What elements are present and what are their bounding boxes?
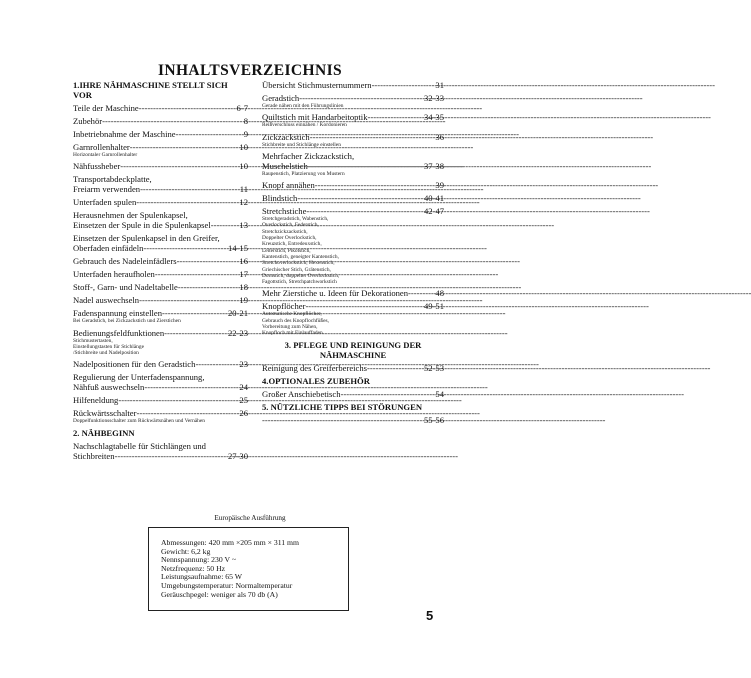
toc-entry-title: Großer Anschiebetisch: [262, 388, 341, 399]
toc-leader-dots: [143, 243, 228, 253]
toc-entry-title: Zickzackstich: [262, 131, 310, 142]
toc-entry-title: Inbetriebnahme der Maschine: [73, 129, 176, 139]
toc-page-number: 23: [239, 359, 248, 370]
toc-leader-dots: [306, 206, 424, 216]
toc-entry-row: [73, 220, 248, 230]
toc-page-number: 36: [435, 131, 444, 142]
toc-leader-dots: [130, 142, 240, 152]
toc-entry-row: [73, 161, 248, 171]
spec-line: Gewicht: 6,2 kg: [161, 546, 211, 556]
toc-leader-dots: [177, 256, 240, 266]
toc-entry: [262, 93, 444, 109]
toc-page-number: 24: [239, 382, 248, 393]
toc-leader-dots: [139, 295, 239, 305]
toc-entry-subtext: Gebrauch des Knopflochfüßes,: [262, 317, 329, 324]
toc-entry-title: Geradstich: [262, 93, 300, 103]
toc-entry-title: Mehr Zierstiche u. Ideen für Dekorationen: [262, 288, 409, 299]
toc-entry-row: [262, 415, 444, 425]
toc-entry-subtext: Knopfloch mit Einlauffaden: [262, 330, 323, 337]
toc-leader-dots: [136, 408, 239, 418]
toc-entry-title: Unterfaden spulen: [73, 197, 137, 208]
toc-entry-row: [73, 269, 248, 279]
toc-leader-dots: [164, 328, 228, 338]
toc-entry: [262, 151, 444, 177]
toc-entry: [73, 295, 248, 305]
toc-entry-subtext: Horizontaler Garnrollenhalter: [73, 152, 138, 158]
toc-entry-row: [262, 301, 444, 311]
toc-page-number: 11: [239, 184, 248, 195]
toc-entry-title: Fadenspannung einstellen: [73, 308, 163, 319]
toc-leader-dots: [299, 93, 424, 103]
toc-entry-row: [73, 328, 248, 338]
toc-page-number: 22-23: [227, 327, 248, 338]
toc-entry-subtext: Doppelfunktionsschalter zum Rückwärtsnähen und Vernähen: [73, 418, 205, 425]
toc-leader-dots: [102, 116, 244, 126]
toc-leader-dots: [408, 288, 435, 298]
toc-page-number: 9: [243, 129, 248, 139]
toc-entry-subtext: Einstellungstasten für Stichlänge: [73, 343, 144, 350]
toc-entry-title-line: Regulierung der Unterfadenspannung,: [73, 372, 205, 383]
toc-section-heading: 4.OPTIONALES ZUBEHÖR: [262, 375, 370, 386]
toc-entry: [73, 308, 248, 324]
toc-entry: [73, 210, 248, 230]
toc-leader-dots: [178, 282, 240, 292]
toc-entry-title: Blindstich: [262, 193, 298, 204]
toc-entry-subtext: Kantenstich, geneigter Kantenstich,: [262, 253, 339, 260]
toc-title: INHALTSVERZEICHNIS: [157, 62, 343, 79]
spec-box: [148, 527, 349, 611]
toc-entry-title: Rückwärtsschalter: [73, 408, 137, 419]
toc-entry: [262, 301, 444, 336]
toc-entry-row: [262, 161, 444, 171]
toc-entry-title: Oberfaden einfädeln: [73, 243, 144, 254]
toc-page-number: 31: [435, 80, 444, 90]
toc-entry-row: [73, 243, 248, 253]
toc-entry-row: [73, 184, 248, 194]
toc-page-number: 54: [435, 388, 444, 399]
toc-entry: [73, 359, 248, 369]
toc-page-number: 52-53: [423, 362, 444, 373]
toc-entry-row: [73, 451, 248, 461]
toc-entry-subtext: Stichbreite und Stichlänge einstellen: [262, 141, 341, 148]
toc-page-number: 10: [239, 161, 248, 172]
toc-leader-dots: [176, 129, 244, 139]
toc-entry-row: [73, 395, 248, 405]
toc-page-number: 37-38: [423, 160, 444, 171]
spec-line: Abmessungen: 420 mm ×205 mm × 311 mm: [161, 538, 300, 547]
toc-page-number: 17: [239, 269, 248, 280]
toc-page-number: 8: [243, 116, 248, 126]
toc-leader-dots: [297, 193, 424, 203]
toc-page-number: 39: [435, 180, 444, 191]
toc-entry-row: [262, 389, 444, 399]
toc-page-number: 27-30: [227, 450, 248, 461]
toc-entry-title-line: Nachschlagtabelle für Stichlängen und: [73, 440, 206, 451]
toc-entry: [73, 282, 248, 292]
toc-leader-dots: [118, 395, 239, 405]
toc-leader-dots: [305, 301, 424, 311]
toc-entry-title: Stretchstiche: [262, 206, 307, 217]
toc-section-heading: 2. NÄHBEGINN: [73, 427, 135, 438]
toc-entry-title-line: Herausnehmen der Spulenkapsel,: [73, 210, 188, 221]
spec-line: Leistungsaufnahme: 65 W: [161, 572, 242, 582]
toc-entry-row: [262, 132, 444, 142]
spec-caption: Europäische Ausführung: [214, 514, 286, 522]
toc-entry-subtext: Dornstich, doppelter Overlockstich,: [262, 272, 340, 279]
toc-entry-row: [73, 295, 248, 305]
toc-entry-row: [73, 197, 248, 207]
toc-entry-title: Nadel auswechseln: [73, 295, 140, 306]
toc-entry: [73, 142, 248, 158]
toc-entry-subtext: Griechischer Stich, Grätenstich,: [262, 266, 331, 273]
toc-leader-dots: [341, 389, 436, 399]
toc-entry-title: Nähfuß auswechseln: [73, 382, 145, 393]
toc-entry-title: Einsetzen der Spule in die Spulenkapsel: [73, 220, 211, 231]
toc-entry-row: [73, 103, 248, 113]
toc-entry-title: Nadelpositionen für den Geradstich: [73, 359, 196, 370]
toc-entry-row: [262, 180, 444, 190]
toc-leader-dots: [139, 103, 237, 113]
toc-entry-row: [262, 193, 444, 203]
toc-entry-title: Knopflöcher: [262, 301, 306, 312]
toc-page-number: 26: [239, 408, 248, 419]
toc-entry: [73, 233, 248, 253]
toc-entry-subtext: Kreuzstich, Entredeuxstich,: [262, 241, 322, 248]
toc-entry-title: Knopf annähen: [262, 180, 315, 191]
toc-entry: [73, 372, 248, 392]
toc-entry: [73, 197, 248, 207]
toc-leader-dots: [144, 382, 239, 392]
toc-entry-title: Teile der Maschine: [73, 103, 139, 113]
toc-entry: [262, 193, 444, 203]
page-number: 5: [426, 608, 434, 623]
toc-entry-row: [262, 288, 444, 298]
toc-entry-row: [73, 308, 248, 318]
toc-entry: [73, 269, 248, 279]
toc-entry-row: [262, 93, 444, 103]
toc-entry-subtext: Stichmustertasten,: [73, 337, 113, 344]
toc-entry-title-line: Einsetzen der Spulenkapsel in den Greifer,: [73, 233, 220, 244]
toc-entry-title: Zubehör: [73, 116, 103, 126]
toc-entry: [262, 180, 444, 190]
toc-page-number: 14-15: [227, 243, 248, 254]
toc-leader-dots: [115, 451, 228, 461]
toc-entry: [73, 116, 248, 126]
toc-leader-dots: [315, 180, 436, 190]
toc-entry: [73, 256, 248, 266]
toc-entry-subtext: Stretchzickzackstich,: [262, 228, 308, 235]
toc-entry-title: Übersicht Stichmusternummern: [262, 80, 372, 90]
toc-entry-subtext: Automatische Knopflöcher,: [262, 311, 322, 318]
toc-leader-dots: [368, 112, 424, 122]
toc-section-heading: 1.IHRE NÄHMASCHINE STELLT SICH VOR: [73, 80, 228, 100]
toc-page-number: 42-47: [423, 206, 444, 217]
toc-entry-row: [73, 282, 248, 292]
toc-entry-subtext: /Stichbreite und Nadelposition: [73, 350, 139, 357]
toc-page-number: 20-21: [227, 308, 248, 319]
toc-entry: [73, 328, 248, 357]
toc-entry-title: Reinigung des Greiferbereichs: [262, 362, 367, 373]
spec-line: Nennspannung: 230 V ~: [161, 555, 236, 565]
toc-entry: [262, 112, 444, 128]
toc-entry-title-line: Transportabdeckplatte,: [73, 174, 152, 185]
toc-entry-row: [73, 256, 248, 266]
toc-entry: [262, 206, 444, 285]
toc-page-number: 10: [239, 142, 248, 152]
toc-page-number: 25: [239, 395, 248, 406]
toc-leader-dots: [120, 161, 239, 171]
toc-entry-subtext: Stretchgeradstich, Wabenstich,: [262, 216, 329, 223]
spec-line: Umgebungstemperatur: Normaltemperatur: [161, 580, 293, 590]
toc-entry: [73, 441, 248, 461]
toc-leader-dots: [308, 161, 424, 171]
toc-entry-title: Quiltstich mit Handarbeitoptik: [262, 112, 368, 123]
toc-leader-dots: [140, 184, 240, 194]
toc-entry-title: Muschelstich: [262, 160, 308, 171]
toc-leader-dots: [136, 197, 239, 207]
toc-page-number: 40-41: [423, 193, 444, 204]
toc-entry-row: [73, 129, 248, 139]
toc-entry-subtext: Bei Geradstich, bei Zickzackstich und Zierstichen: [73, 318, 181, 325]
toc-entry-title-line: Mehrfacher Zickzackstich,: [262, 150, 355, 161]
toc-entry-subtext: Doppelter Overlockstich,: [262, 235, 317, 242]
toc-entry-title: Stoff-, Garn- und Nadeltabelle: [73, 282, 178, 293]
toc-entry: [73, 103, 248, 113]
toc-page-number: 48: [435, 288, 444, 299]
toc-leader-dots: [211, 220, 240, 230]
toc-page-number: 19: [239, 295, 248, 306]
toc-entry-title: Gebrauch des Nadeleinfädlers: [73, 256, 177, 267]
toc-entry-row: [73, 382, 248, 392]
toc-entry-row: [262, 206, 444, 216]
toc-leader-dots: [372, 80, 436, 90]
toc-left-column: [73, 80, 248, 464]
toc-entry: [73, 408, 248, 424]
toc-entry: [262, 389, 444, 399]
toc-page-number: 16: [239, 256, 248, 267]
toc-page-number: 12: [239, 197, 248, 208]
toc-entry-row: [73, 408, 248, 418]
toc-entry-title: Nähfussheber: [73, 161, 121, 172]
toc-entry-row: [262, 112, 444, 122]
toc-entry-subtext: Overlockstich, Federstich,: [262, 222, 319, 229]
toc-entry: [262, 132, 444, 148]
toc-entry-row: [73, 142, 248, 152]
toc-page-number: 32-33: [423, 93, 444, 103]
toc-page-number: 13: [239, 220, 248, 231]
toc-page-number: 55-56: [423, 414, 444, 425]
spec-line: Netzfrequenz: 50 Hz: [161, 563, 226, 573]
toc-leader-dots: [195, 359, 239, 369]
toc-entry: [262, 288, 444, 298]
toc-right-column: [262, 80, 444, 428]
toc-entry: [73, 174, 248, 194]
toc-entry: [262, 363, 444, 373]
toc-entry: [73, 395, 248, 405]
toc-section-heading: 3. PFLEGE UND REINIGUNG DER NÄHMASCHINE: [284, 339, 422, 360]
toc-entry-row: [262, 80, 444, 90]
spec-line: Geräuschpegel: weniger als 70 db (A): [161, 589, 278, 599]
toc-entry-title: Bedienungsfeldfunktionen: [73, 327, 165, 338]
toc-leader-dots: [162, 308, 228, 318]
toc-leader-dots: [262, 415, 424, 425]
toc-entry-title: Hilfeneldung: [73, 395, 119, 406]
toc-entry: [262, 80, 444, 90]
toc-entry-row: [73, 359, 248, 369]
toc-entry-row: [262, 363, 444, 373]
toc-entry-subtext: Fagottstich, Stretchpatchworkstich: [262, 279, 337, 286]
toc-entry-title: Freiarm verwenden: [73, 184, 141, 195]
toc-section-heading: 5. NÜTZLICHE TIPPS BEI STÖRUNGEN: [262, 401, 423, 412]
toc-page-number: 49-51: [423, 301, 444, 312]
toc-page-number: 18: [239, 282, 248, 293]
toc-entry: [73, 161, 248, 171]
toc-entry: [73, 129, 248, 139]
toc-entry-subtext: Reißverschluss einnähen / Kordonieren: [262, 122, 347, 129]
toc-entry-title: Garnrollenhalter: [73, 142, 130, 152]
toc-entry-subtext: Stretchoverlockstich, Hexenstich,: [262, 260, 335, 267]
toc-entry-subtext: Raupenstich, Platzierung von Mustern: [262, 170, 345, 177]
toc-leader-dots: [367, 363, 424, 373]
toc-entry: [262, 415, 444, 425]
toc-leader-dots: [155, 269, 240, 279]
toc-page-number: 34-35: [423, 112, 444, 123]
toc-entry-subtext: Leiterstich, Pikotstich,: [262, 247, 311, 254]
toc-page-number: 6-7: [236, 103, 248, 113]
toc-entry-subtext: Vorbereitung zum Nähen,: [262, 324, 318, 331]
toc-entry-title: Unterfaden heraufholen: [73, 269, 155, 280]
toc-leader-dots: [310, 132, 436, 142]
toc-entry-row: [73, 116, 248, 126]
toc-entry-subtext: Gerade nähen mit den Führungslinien: [262, 103, 344, 109]
toc-entry-title: Stichbreiten: [73, 450, 115, 461]
